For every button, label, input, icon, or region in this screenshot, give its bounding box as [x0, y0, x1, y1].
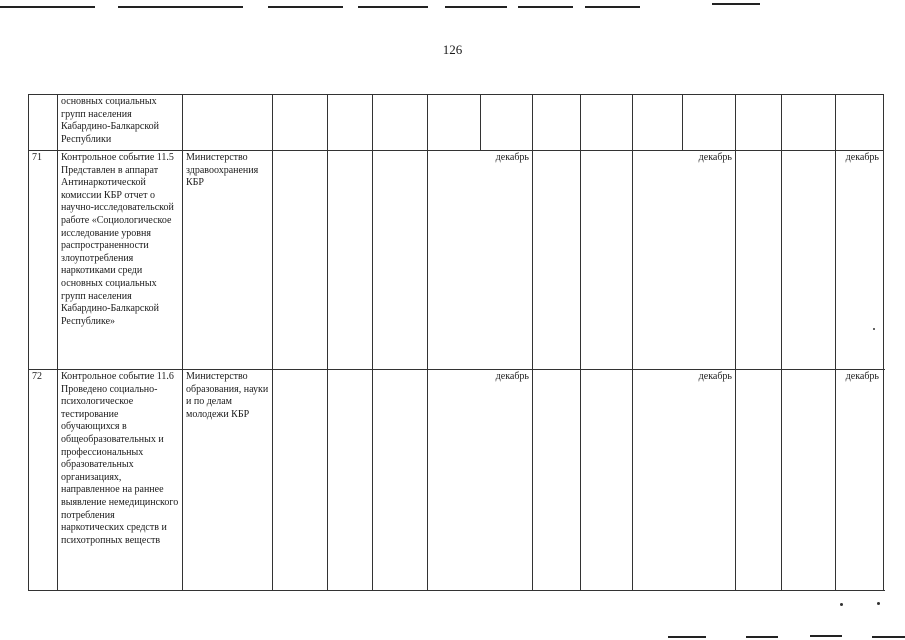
month-cell: декабрь: [428, 151, 533, 370]
empty-cell: [533, 151, 581, 370]
empty-cell: [782, 370, 836, 591]
scan-artifact-line: [118, 6, 243, 8]
empty-cell: [736, 151, 782, 370]
empty-cell: [836, 95, 884, 151]
table-row: [29, 95, 884, 151]
empty-cell: [273, 370, 328, 591]
empty-cell: [581, 151, 633, 370]
scan-artifact-dot: [873, 328, 875, 330]
empty-cell: [328, 95, 373, 151]
scan-artifact-line: [358, 6, 428, 8]
scan-artifact-line: [268, 6, 343, 8]
empty-cell: [273, 95, 328, 151]
empty-cell: [633, 95, 683, 151]
scan-artifact-line: [518, 6, 573, 8]
scan-artifact-dot: [840, 603, 843, 606]
empty-cell: [782, 151, 836, 370]
empty-cell: [736, 95, 782, 151]
scan-artifact-line: [712, 3, 760, 5]
scan-artifact-line: [668, 636, 706, 638]
table-row: [29, 151, 884, 370]
empty-cell: [428, 95, 481, 151]
row-number-cell: 72: [29, 370, 58, 591]
scan-artifact-line: [0, 6, 95, 8]
row-number-cell: 71: [29, 151, 58, 370]
event-cell: основных социальных групп населения Кабардино-Балкарской Республики: [58, 95, 183, 151]
plan-table: [28, 94, 884, 591]
table-row: [29, 370, 884, 591]
month-cell: декабрь: [428, 370, 533, 591]
month-cell: декабрь: [836, 151, 884, 370]
event-cell: Контрольное событие 11.5 Представлен в аппарат Антинаркотической комиссии КБР отчет о научно-исследовательской работе «Социологическое исследование уровня распространенности злоупотребления наркотиками среди основных социальных групп населения Кабардино-Балкарской Республике»: [58, 151, 183, 370]
scan-artifact-dot: [877, 602, 880, 605]
executor-cell: Министерство образования, науки и по делам молодежи КБР: [183, 370, 273, 591]
month-cell: декабрь: [633, 370, 736, 591]
empty-cell: [481, 95, 533, 151]
empty-cell: [373, 151, 428, 370]
page-number: 126: [442, 42, 463, 57]
empty-cell: [328, 151, 373, 370]
empty-cell: [683, 95, 736, 151]
empty-cell: [581, 370, 633, 591]
scan-artifact-line: [585, 6, 640, 8]
empty-cell: [273, 151, 328, 370]
empty-cell: [373, 370, 428, 591]
event-cell: Контрольное событие 11.6 Проведено социально-психологическое тестирование обучающихся в общеобразовательных и профессиональных образовательных организациях, направленное на раннее выявление немедицинского потребления наркотических средств и психотропных веществ: [58, 370, 183, 591]
scan-artifact-line: [872, 636, 905, 638]
scan-artifact-line: [746, 636, 778, 638]
executor-cell: Министерство здравоохранения КБР: [183, 151, 273, 370]
empty-cell: [533, 370, 581, 591]
executor-cell: [183, 95, 273, 151]
month-cell: декабрь: [836, 370, 884, 591]
scan-artifact-line: [445, 6, 507, 8]
empty-cell: [533, 95, 581, 151]
empty-cell: [736, 370, 782, 591]
row-number-cell: [29, 95, 58, 151]
month-cell: декабрь: [633, 151, 736, 370]
scan-artifact-line: [810, 635, 842, 637]
empty-cell: [581, 95, 633, 151]
empty-cell: [373, 95, 428, 151]
empty-cell: [328, 370, 373, 591]
empty-cell: [782, 95, 836, 151]
